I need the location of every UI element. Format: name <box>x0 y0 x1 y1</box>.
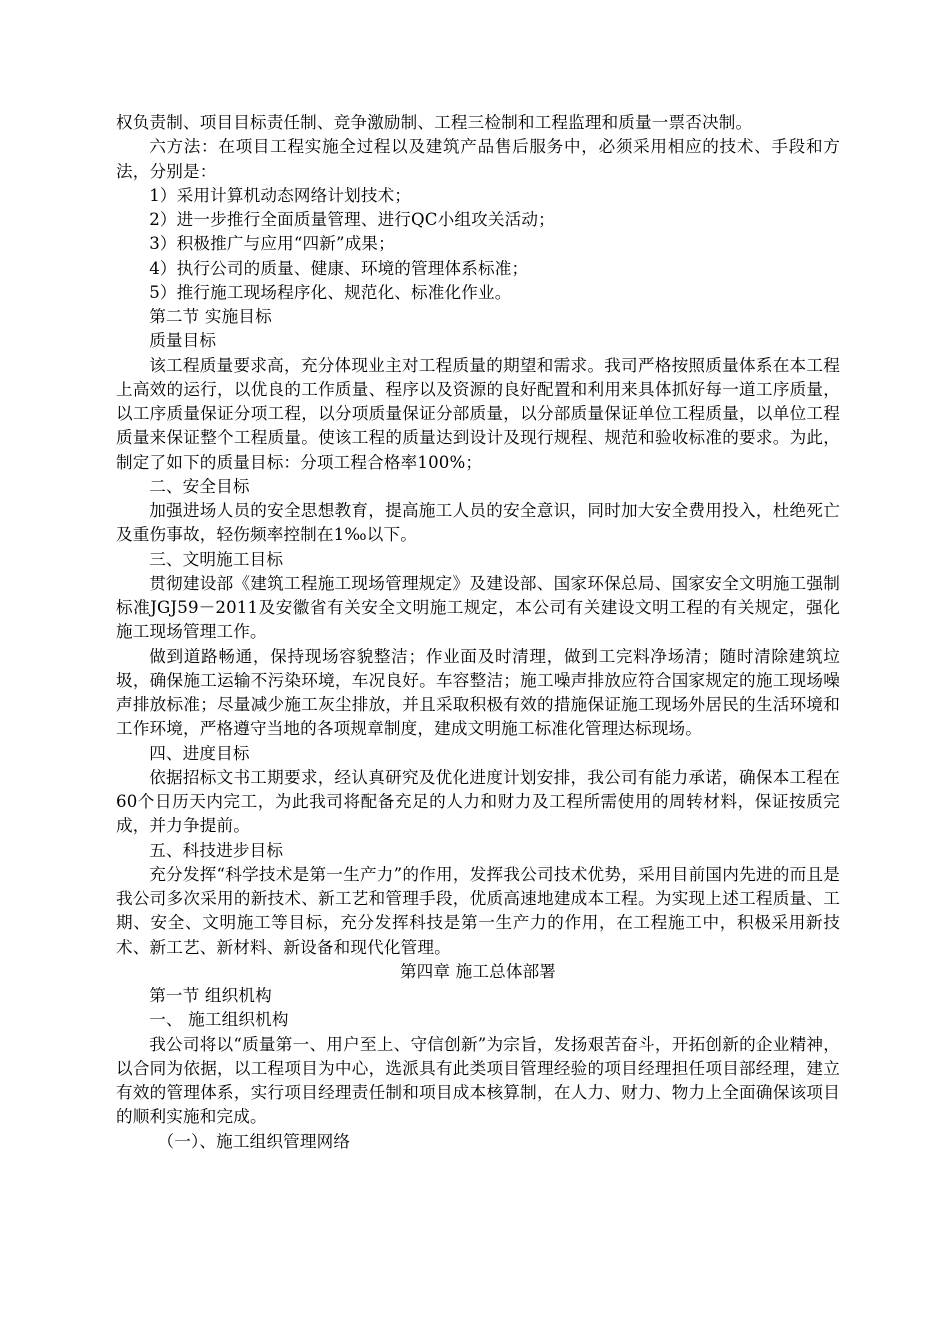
paragraph-safety-goal: 加强进场人员的安全思想教育，提高施工人员的安全意识，同时加大安全费用投入，杜绝死亡及重伤事故，轻伤频率控制在1‰以下。 <box>116 501 840 545</box>
paragraph-civilized-construction-standards: 贯彻建设部《建筑工程施工现场管理规定》及建设部、国家环保总局、国家安全文明施工强制标准JGJ59－2011及安徽省有关安全文明施工规定，本公司有关建设文明工程的有关规定，强化施工现场管理工作。 <box>116 573 840 642</box>
section-heading-implementation-goals: 第二节 实施目标 <box>149 307 272 326</box>
subheading-management-network: （一）、施工组织管理网络 <box>157 1131 351 1151</box>
subheading-schedule-goal: 四、进度目标 <box>149 743 250 763</box>
list-item-method-1: 1）采用计算机动态网络计划技术； <box>149 185 412 205</box>
subheading-civilized-construction-goal: 三、文明施工目标 <box>149 549 284 569</box>
paragraph-site-cleanliness: 做到道路畅通，保持现场容貌整洁；作业面及时清理，做到工完料净场清；随时清除建筑垃圾，确保施工运输不污染环境，车况良好。车容整洁；施工噪声排放应符合国家规定的施工现场噪声排放标准；尽量减少施工灰尘排放，并且采取积极有效的措施保证施工现场外居民的生活环境和工作环境，严格遵守当地的各项规章制度，建成文明施工标准化管理达标现场。 <box>116 646 840 739</box>
list-item-method-4: 4）执行公司的质量、健康、环境的管理体系标准； <box>149 258 529 278</box>
paragraph-responsibility-systems: 权负责制、项目目标责任制、竞争激励制、工程三检制和工程监理和质量一票否决制。 <box>116 113 753 132</box>
subheading-quality-goal: 质量目标 <box>149 331 217 351</box>
paragraph-six-methods: 六方法：在项目工程实施全过程以及建筑产品售后服务中，必须采用相应的技术、手段和方法，分别是： <box>116 137 840 181</box>
paragraph-schedule-goal: 依据招标文书工期要求，经认真研究及优化进度计划安排，我公司有能力承诺，确保本工程在60个日历天内完工，为此我司将配备充足的人力和财力及工程所需使用的周转材料，保证按质完成，并力争提前。 <box>116 767 840 836</box>
chapter-heading-overall-deployment: 第四章 施工总体部署 <box>399 961 557 981</box>
list-item-method-2: 2）进一步推行全面质量管理、进行QC小组攻关活动； <box>149 210 555 229</box>
section-heading-organization: 第一节 组织机构 <box>149 986 272 1005</box>
document-page <box>116 111 840 1154</box>
list-item-method-5: 5）推行施工现场程序化、规范化、标准化作业。 <box>149 282 512 302</box>
list-item-method-3: 3）积极推广与应用“四新”成果； <box>149 234 395 254</box>
paragraph-quality-goal: 该工程质量要求高，充分体现业主对工程质量的期望和需求。我司严格按照质量体系在本工程上高效的运行，以优良的工作质量、程序以及资源的良好配置和利用来具体抓好每一道工序质量，以工序质量保证分项工程，以分项质量保证分部质量，以分部质量保证单位工程质量，以单位工程质量来保证整个工程质量。使该工程的质量达到设计及现行规程、规范和验收标准的要求。为此，制定了如下的质量目标：分项工程合格率100%； <box>116 355 840 472</box>
paragraph-organization-principles: 我公司将以“质量第一、用户至上、守信创新”为宗旨，发扬艰苦奋斗，开拓创新的企业精神，以合同为依据，以工程项目为中心，选派具有此类项目管理经验的项目经理担任项目部经理，建立有效的管理体系，实行项目经理责任制和项目成本核算制，在人力、财力、物力上全面确保该项目的顺利实施和完成。 <box>116 1034 840 1127</box>
subheading-safety-goal: 二、安全目标 <box>149 476 250 496</box>
subheading-technology-goal: 五、科技进步目标 <box>149 840 284 860</box>
subheading-construction-organization: 一、 施工组织机构 <box>149 1010 289 1030</box>
paragraph-technology-goal: 充分发挥“科学技术是第一生产力”的作用，发挥我公司技术优势，采用目前国内先进的而且是我公司多次采用的新技术、新工艺和管理手段，优质高速地建成本工程。为实现上述工程质量、工期、安全、文明施工等目标，充分发挥科技是第一生产力的作用，在工程施工中，积极采用新技术、新工艺、新材料、新设备和现代化管理。 <box>116 864 840 957</box>
